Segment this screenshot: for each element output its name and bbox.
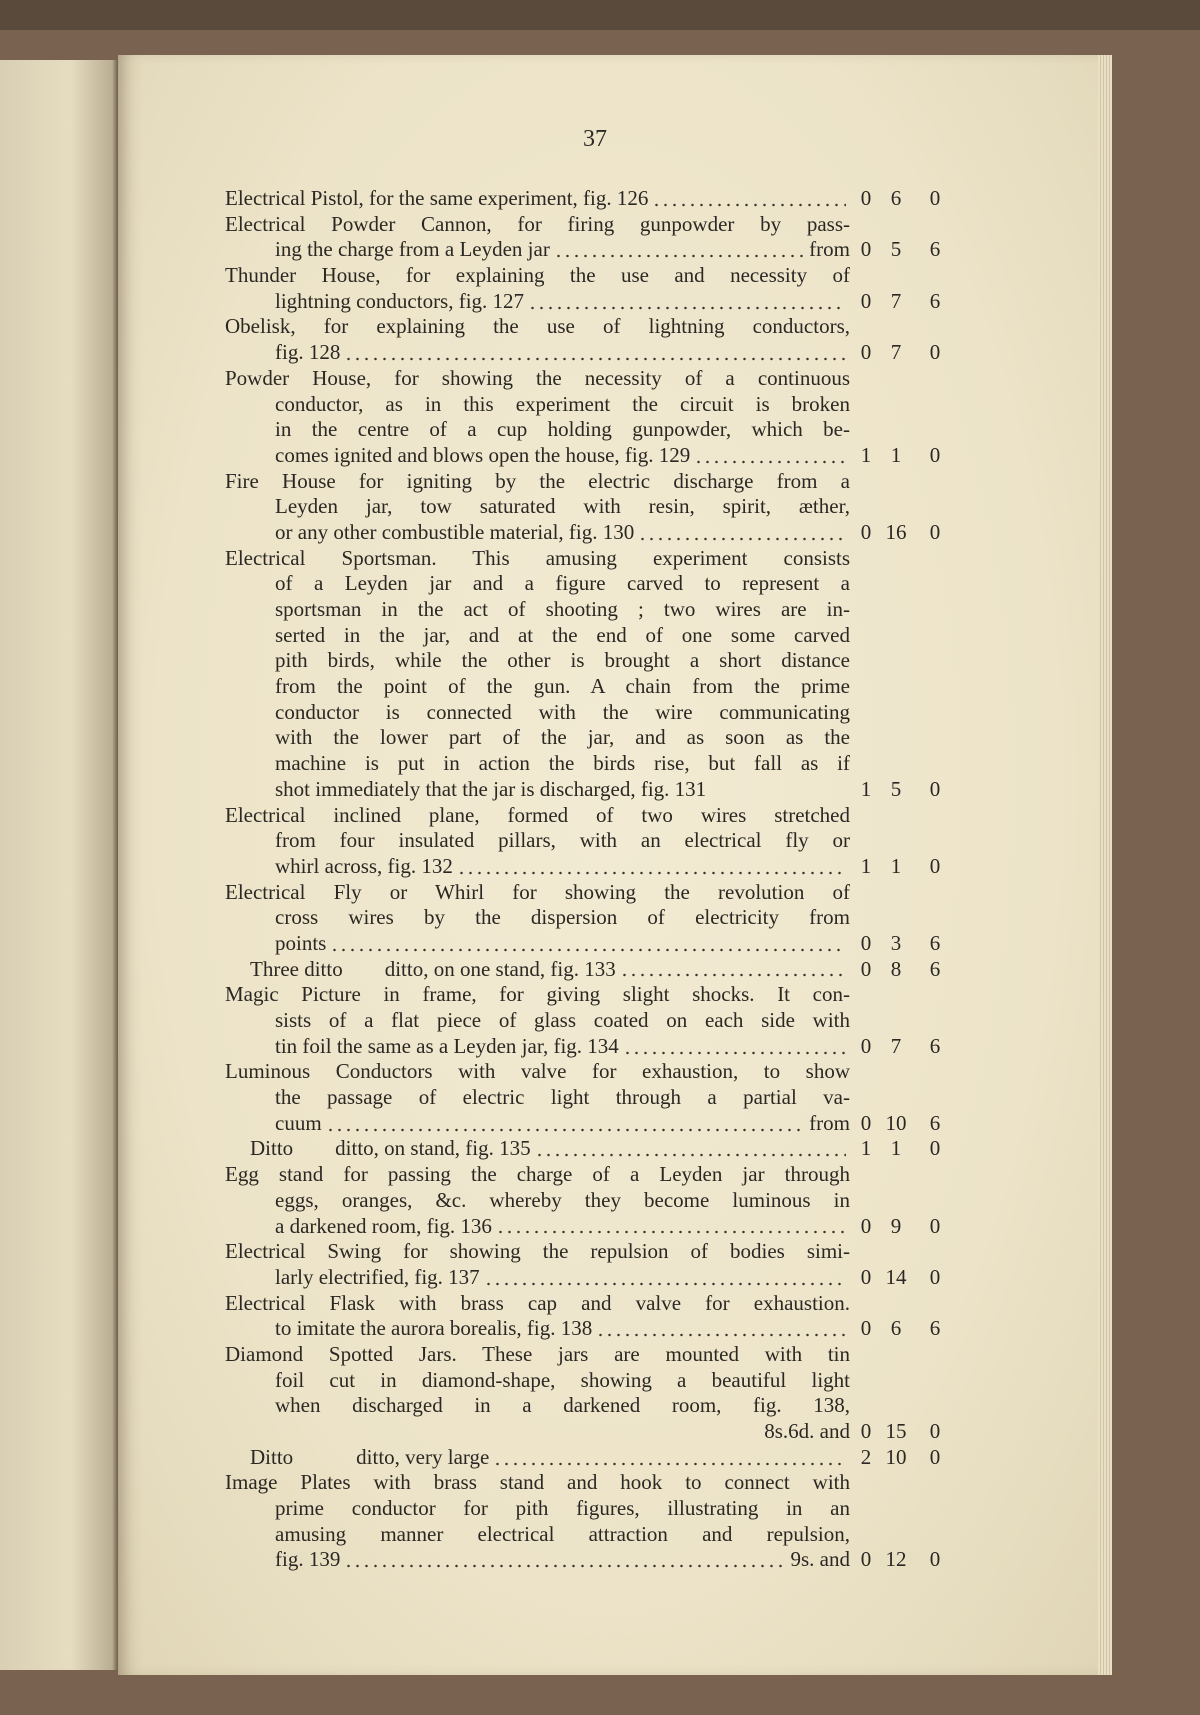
price: [855, 1136, 955, 1162]
entry-text: Obelisk, for explaining the use of lightning conductors,: [225, 314, 850, 339]
price-pence: 0: [929, 340, 941, 365]
dot-leader: [554, 254, 805, 258]
entry-line: [225, 751, 850, 777]
dot-leader: [330, 948, 846, 952]
entry-line: [225, 1316, 955, 1342]
entry-line: [225, 880, 850, 906]
entry-text: conductor is connected with the wire communicating: [275, 699, 850, 724]
entry-line: [225, 1547, 955, 1573]
price-shillings: 3: [890, 930, 902, 955]
entry-line: [225, 1214, 955, 1240]
price-pence: 0: [929, 519, 941, 544]
entry-line: [225, 674, 850, 700]
price: [855, 237, 955, 263]
price-pounds: 0: [860, 1316, 872, 1341]
entry-text: Three ditto ditto, on one stand, fig. 133: [250, 956, 616, 981]
price: [855, 1111, 955, 1137]
entry-text: pith birds, while the other is brought a short distance: [275, 648, 850, 673]
page-stack-edge: [1098, 55, 1112, 1675]
price: [855, 777, 955, 803]
price: [855, 443, 955, 469]
entry-text: Powder House, for showing the necessity of a continuous: [225, 365, 850, 390]
catalogue-entry: [225, 1342, 955, 1445]
price: [855, 1265, 955, 1291]
entry-line: [225, 1059, 850, 1085]
catalogue-entry: [225, 469, 955, 546]
catalogue-entry: [225, 263, 955, 314]
price-pence: 0: [929, 853, 941, 878]
catalogue-entry: [225, 186, 955, 212]
price-pounds: 2: [860, 1444, 872, 1469]
entry-line: [225, 1188, 850, 1214]
price-pounds: 0: [860, 956, 872, 981]
entry-line: [225, 1419, 955, 1445]
entry-text: from the point of the gun. A chain from the prime: [275, 674, 850, 699]
entry-line: [225, 623, 850, 649]
entry-line: [225, 1034, 955, 1060]
price-shillings: 14: [885, 1264, 907, 1289]
price-note: 9s. and: [790, 1547, 850, 1572]
entry-text: Fire House for igniting by the electric discharge from a: [225, 468, 850, 493]
dot-leader: [535, 1153, 846, 1157]
catalogue-entry: [225, 1445, 955, 1471]
entry-text: cuum: [275, 1110, 322, 1135]
catalogue-entries: [225, 186, 955, 1573]
entry-line: [225, 1291, 850, 1317]
dot-leader: [694, 460, 846, 464]
price-pence: 0: [929, 776, 941, 801]
entry-text: Electrical Sportsman. This amusing experiment consists: [225, 545, 850, 570]
price-pence: 6: [929, 956, 941, 981]
entry-line: [225, 443, 955, 469]
dot-leader: [638, 537, 846, 541]
price-pounds: 0: [860, 340, 872, 365]
entry-line: [225, 854, 955, 880]
price-shillings: 5: [890, 237, 902, 262]
entry-line: [225, 392, 850, 418]
price: [855, 1445, 955, 1471]
entry-text: Ditto ditto, very large: [250, 1444, 490, 1469]
entry-line: [225, 1085, 850, 1111]
catalogue-entry: [225, 1136, 955, 1162]
entry-line: [225, 1162, 850, 1188]
catalogue-entry: [225, 880, 955, 957]
entry-text: comes ignited and blows open the house, fig. 129: [275, 442, 691, 467]
price-pence: 6: [929, 288, 941, 313]
price: [855, 957, 955, 983]
price: [855, 289, 955, 315]
entry-line: [225, 700, 850, 726]
entry-text: sportsman in the act of shooting ; two wires are in-: [275, 597, 850, 621]
entry-text: prime conductor for pith figures, illustrating in an: [275, 1496, 850, 1521]
entry-line: [225, 1008, 850, 1034]
entry-line: [225, 982, 850, 1008]
entry-line: [225, 366, 850, 392]
entry-text: tin foil the same as a Leyden jar, fig. 134: [275, 1033, 619, 1058]
price-pence: 0: [929, 1547, 941, 1572]
price-pence: 0: [929, 1136, 941, 1161]
price-note: from: [809, 237, 850, 262]
entry-line: [225, 520, 955, 546]
entry-line: [225, 931, 955, 957]
entry-line: [225, 417, 850, 443]
entry-line: [225, 1496, 850, 1522]
entry-text: sists of a flat piece of glass coated on each side with: [275, 1008, 850, 1032]
catalogue-entry: [225, 1162, 955, 1239]
price-pence: 0: [929, 1213, 941, 1238]
price: [855, 1034, 955, 1060]
entry-text: or any other combustible material, fig. 130: [275, 519, 635, 544]
price-pounds: 0: [860, 237, 872, 262]
left-page-edge: [0, 60, 118, 1670]
entry-line: [225, 237, 955, 263]
entry-text: machine is put in action the birds rise, but fall as if: [275, 751, 850, 776]
entry-text: Magic Picture in frame, for giving slight shocks. It con-: [225, 982, 850, 1007]
price-shillings: 5: [890, 776, 902, 801]
entry-line: [225, 494, 850, 520]
entry-line: [225, 469, 850, 495]
entry-text: foil cut in diamond-shape, showing a beautiful light: [275, 1367, 850, 1392]
price-pence: 6: [929, 1110, 941, 1135]
entry-line: [225, 803, 850, 829]
price-pence: 6: [929, 930, 941, 955]
price: [855, 931, 955, 957]
price: [855, 1547, 955, 1573]
entry-text: ing the charge from a Leyden jar: [275, 237, 550, 262]
price-pounds: 0: [860, 288, 872, 313]
entry-text: in the centre of a cup holding gunpowder, which be-: [275, 417, 850, 442]
entry-text: Ditto ditto, on stand, fig. 135: [250, 1136, 531, 1161]
entry-line: [225, 340, 955, 366]
entry-text: Diamond Spotted Jars. These jars are mounted with tin: [225, 1341, 850, 1366]
entry-text: fig. 139: [275, 1547, 341, 1572]
entry-line: [225, 1393, 850, 1419]
price-pence: 0: [929, 1264, 941, 1289]
catalogue-entry: [225, 366, 955, 469]
page-number: 37: [583, 126, 607, 152]
entry-line: [225, 212, 850, 238]
price-note: from: [809, 1110, 850, 1135]
price: [855, 1316, 955, 1342]
price-pounds: 0: [860, 1033, 872, 1058]
entry-text: Electrical Fly or Whirl for showing the revolution of: [225, 879, 850, 904]
entry-line: [225, 957, 955, 983]
entry-line: [225, 648, 850, 674]
price: [855, 1214, 955, 1240]
entry-text: Electrical Swing for showing the repulsion of bodies simi-: [225, 1239, 850, 1264]
entry-text: Image Plates with brass stand and hook to connect with: [225, 1470, 850, 1495]
price-pence: 0: [929, 1419, 941, 1443]
price-shillings: 7: [890, 288, 902, 313]
price-shillings: 1: [890, 853, 902, 878]
dot-leader: [620, 973, 846, 977]
entry-line: [225, 1111, 955, 1137]
price-pounds: 0: [860, 1110, 872, 1135]
price-pounds: 0: [860, 930, 872, 955]
price-shillings: 7: [890, 1033, 902, 1058]
entry-line: [225, 1342, 850, 1368]
entry-line: [225, 263, 850, 289]
dot-leader: [326, 1128, 806, 1132]
entry-text: to imitate the aurora borealis, fig. 138: [275, 1316, 593, 1341]
entry-text: eggs, oranges, &c. whereby they become luminous in: [275, 1187, 850, 1212]
price: [855, 520, 955, 546]
entry-text: the passage of electric light through a partial va-: [275, 1085, 850, 1110]
price-pounds: 0: [860, 1547, 872, 1572]
entry-text: shot immediately that the jar is discharged, fig. 131: [275, 776, 707, 801]
catalogue-entry: [225, 982, 955, 1059]
catalogue-entry: [225, 212, 955, 263]
entry-line: [225, 1445, 955, 1471]
price-shillings: 6: [890, 186, 902, 210]
price-pence: 6: [929, 1316, 941, 1341]
entry-text: serted in the jar, and at the end of one some carved: [275, 622, 850, 647]
price-pence: 0: [929, 186, 941, 210]
catalogue-entry: [225, 1239, 955, 1290]
entry-line: [225, 546, 850, 572]
entry-text: Thunder House, for explaining the use and necessity of: [225, 263, 850, 288]
entry-line: [225, 1368, 850, 1394]
entry-line: [225, 571, 850, 597]
entry-line: [225, 828, 850, 854]
entry-text: cross wires by the dispersion of electricity from: [275, 905, 850, 930]
price-note: 8s.6d. and: [764, 1419, 850, 1443]
price-pounds: 0: [860, 1264, 872, 1289]
entry-line: [225, 1265, 955, 1291]
entry-text: Egg stand for passing the charge of a Leyden jar through: [225, 1162, 850, 1187]
entry-text: larly electrified, fig. 137: [275, 1264, 480, 1289]
price: [855, 854, 955, 880]
price-shillings: 12: [885, 1547, 907, 1572]
catalogue-entry: [225, 1470, 955, 1573]
price-pounds: 1: [860, 442, 872, 467]
entry-text: Electrical inclined plane, formed of two wires stretched: [225, 802, 850, 827]
price-pence: 0: [929, 442, 941, 467]
price-pounds: 0: [860, 1213, 872, 1238]
entry-line: [225, 1136, 955, 1162]
entry-line: [225, 1522, 850, 1548]
catalogue-entry: [225, 1291, 955, 1342]
price-pounds: 0: [860, 1419, 872, 1443]
entry-line: [225, 186, 955, 212]
entry-text: whirl across, fig. 132: [275, 853, 453, 878]
price-shillings: 10: [885, 1444, 907, 1469]
entry-text: Electrical Powder Cannon, for firing gunpowder by pass-: [225, 211, 850, 236]
catalogue-entry: [225, 546, 955, 803]
entry-line: [225, 777, 955, 803]
dot-leader: [493, 1462, 846, 1466]
price-pounds: 0: [860, 519, 872, 544]
entry-text: points: [275, 930, 327, 955]
price-shillings: 9: [890, 1213, 902, 1238]
price-pounds: 1: [860, 776, 872, 801]
entry-line: [225, 1470, 850, 1496]
entry-text: Electrical Pistol, for the same experiment, fig. 126: [225, 186, 649, 210]
price: [855, 1419, 955, 1445]
entry-text: when discharged in a darkened room, fig. 138,: [275, 1393, 850, 1418]
entry-text: from four insulated pillars, with an electrical fly or: [275, 828, 850, 853]
entry-text: amusing manner electrical attraction and repulsion,: [275, 1521, 850, 1546]
price-shillings: 1: [890, 442, 902, 467]
entry-text: fig. 128: [275, 340, 341, 365]
price-pence: 6: [929, 237, 941, 262]
entry-text: lightning conductors, fig. 127: [275, 288, 525, 313]
price-pounds: 0: [860, 186, 872, 210]
price-pounds: 1: [860, 1136, 872, 1161]
entry-text: Leyden jar, tow saturated with resin, spirit, æther,: [275, 494, 850, 519]
dot-leader: [344, 1564, 786, 1568]
catalogue-entry: [225, 314, 955, 365]
price-shillings: 10: [885, 1110, 907, 1135]
price-pounds: 1: [860, 853, 872, 878]
entry-text: Luminous Conductors with valve for exhaustion, to show: [225, 1059, 850, 1084]
entry-line: [225, 314, 850, 340]
price-shillings: 1: [890, 1136, 902, 1161]
dot-leader: [496, 1230, 846, 1234]
entry-line: [225, 1239, 850, 1265]
entry-text: of a Leyden jar and a figure carved to represent a: [275, 571, 850, 596]
price-pence: 0: [929, 1444, 941, 1469]
entry-text: conductor, as in this experiment the circuit is broken: [275, 391, 850, 416]
price: [855, 186, 955, 212]
dot-leader: [344, 357, 846, 361]
dot-leader: [596, 1333, 846, 1337]
entry-line: [225, 725, 850, 751]
entry-text: Electrical Flask with brass cap and valve for exhaustion.: [225, 1290, 850, 1315]
price: [855, 340, 955, 366]
entry-line: [225, 289, 955, 315]
dot-leader: [528, 306, 846, 310]
price-shillings: 7: [890, 340, 902, 365]
price-pence: 6: [929, 1033, 941, 1058]
price-shillings: 6: [890, 1316, 902, 1341]
catalogue-entry: [225, 803, 955, 880]
dot-leader: [623, 1051, 846, 1055]
dot-leader: [484, 1282, 846, 1286]
price-shillings: 16: [885, 519, 907, 544]
price-shillings: 8: [890, 956, 902, 981]
catalogue-entry: [225, 957, 955, 983]
dot-leader: [652, 203, 846, 207]
price-shillings: 15: [885, 1419, 907, 1443]
entry-text: with the lower part of the jar, and as soon as the: [275, 725, 850, 750]
entry-text: a darkened room, fig. 136: [275, 1213, 492, 1238]
dot-leader: [457, 871, 846, 875]
entry-line: [225, 905, 850, 931]
catalogue-entry: [225, 1059, 955, 1136]
entry-line: [225, 597, 850, 623]
